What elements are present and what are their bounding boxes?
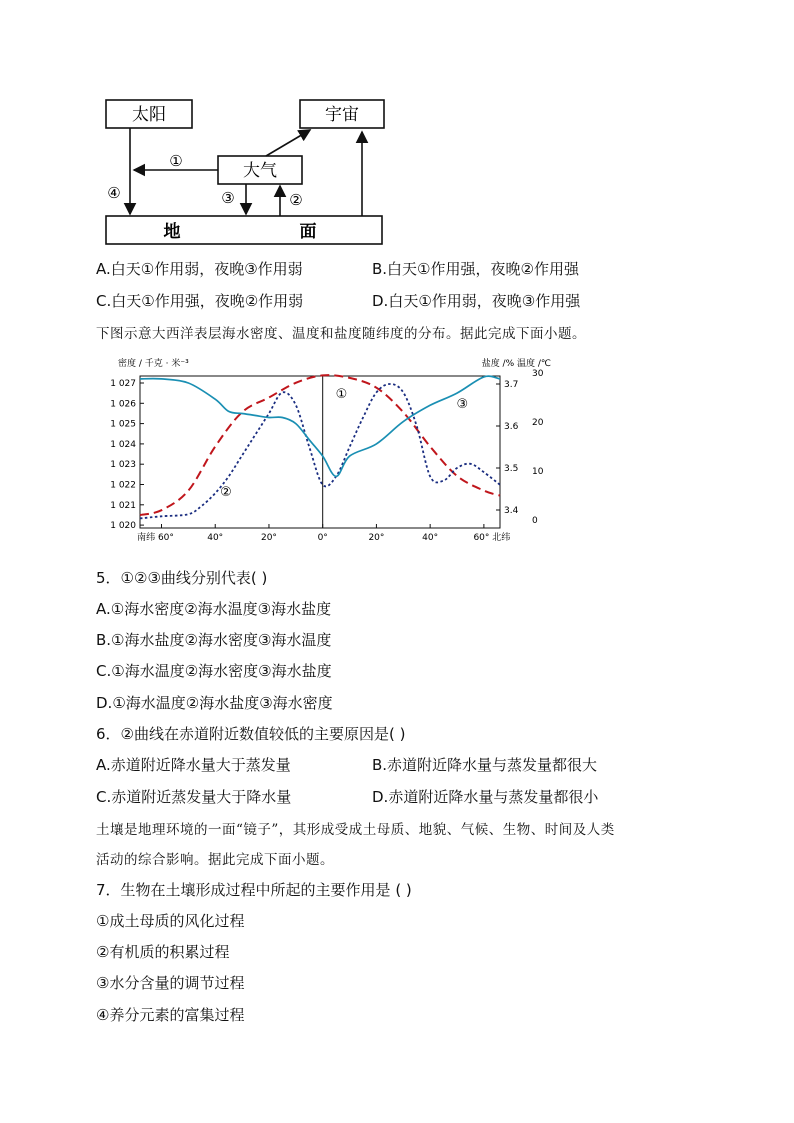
density-tick-label: 1 024 — [110, 439, 136, 450]
q6-stem: 6．②曲线在赤道附近数值较低的主要原因是( ) — [96, 725, 406, 743]
curve-1 — [140, 375, 500, 515]
density-tick-label: 1 020 — [110, 521, 136, 532]
lat-tick-label: 40° — [207, 533, 224, 543]
curve-2 — [140, 384, 500, 518]
density-tick-label: 1 027 — [110, 379, 136, 389]
density-tick-label: 1 021 — [110, 500, 136, 511]
salinity-tick-label: 3.7 — [504, 380, 519, 390]
arrow-atm-universe — [266, 130, 310, 156]
label-4: ④ — [107, 184, 121, 202]
density-tick-label: 1 023 — [110, 460, 136, 471]
q7-stem: 7．生物在土壤形成过程中所起的主要作用是 ( ) — [96, 881, 412, 899]
curve-label-2: ② — [220, 485, 232, 500]
label-2: ② — [289, 191, 303, 209]
ground-box — [106, 216, 382, 244]
curve-3 — [140, 376, 500, 476]
curve-label-3: ③ — [456, 397, 469, 412]
q5-option-d: D.①海水温度②海水盐度③海水密度 — [96, 694, 333, 712]
atlantic-surface-chart — [96, 352, 556, 552]
lat-tick-label: 20° — [260, 533, 277, 543]
left-axis-label: 密度 / 千克 · 米⁻³ — [118, 359, 189, 369]
q5-stem: 5．①②③曲线分别代表( ) — [96, 569, 268, 587]
ground-label-left: 地 — [163, 222, 181, 242]
q6-option-a: A.赤道附近降水量大于蒸发量 — [96, 756, 291, 774]
q6-option-b: B.赤道附近降水量与蒸发量都很大 — [372, 756, 598, 774]
density-tick-label: 1 025 — [110, 419, 136, 430]
lat-tick-label: 0° — [317, 533, 328, 543]
salinity-tick-label: 3.5 — [504, 464, 519, 474]
q4-option-c: C.白天①作用强，夜晚②作用弱 — [96, 292, 304, 310]
q5-option-b: B.①海水盐度②海水密度③海水温度 — [96, 631, 332, 649]
q6-option-c: C.赤道附近蒸发量大于降水量 — [96, 788, 292, 806]
q7-item-2: ②有机质的积累过程 — [96, 943, 230, 961]
q5-option-a: A.①海水密度②海水温度③海水盐度 — [96, 600, 332, 618]
atmosphere-label: 大气 — [243, 161, 277, 181]
intro-soil-line2: 活动的综合影响。据此完成下面小题。 — [96, 852, 334, 868]
atmosphere-energy-diagram — [96, 92, 396, 252]
q5-option-c: C.①海水温度②海水密度③海水盐度 — [96, 662, 332, 680]
density-tick-label: 1 026 — [110, 399, 136, 410]
universe-label: 宇宙 — [325, 105, 359, 125]
q7-item-4: ④养分元素的富集过程 — [96, 1006, 245, 1024]
temperature-tick-label: 20 — [532, 418, 544, 428]
q4-option-b: B.白天①作用强，夜晚②作用强 — [372, 260, 579, 278]
lat-tick-label: 40° — [422, 533, 439, 543]
ground-label-right: 面 — [299, 222, 317, 242]
temperature-tick-label: 30 — [532, 369, 544, 379]
label-3: ③ — [221, 189, 235, 207]
lat-tick-label: 20° — [368, 533, 385, 543]
q4-option-d: D.白天①作用弱，夜晚③作用强 — [372, 292, 581, 310]
lat-tick-label: 60° 北纬 — [473, 533, 511, 543]
lat-tick-label: 南纬 60° — [137, 533, 174, 543]
intro-soil-line1: 土壤是地理环境的一面“镜子”，其形成受成土母质、地貌、气候、生物、时间及人类 — [96, 822, 615, 838]
q7-item-1: ①成土母质的风化过程 — [96, 912, 245, 930]
q7-item-3: ③水分含量的调节过程 — [96, 974, 245, 992]
salinity-tick-label: 3.4 — [504, 506, 519, 516]
sun-label: 太阳 — [132, 105, 166, 125]
curve-label-1: ① — [335, 387, 348, 402]
temperature-tick-label: 0 — [532, 516, 538, 526]
density-tick-label: 1 022 — [110, 480, 136, 491]
salinity-tick-label: 3.6 — [504, 422, 519, 432]
right-axis-label: 盐度 /% 温度 /℃ — [481, 359, 551, 369]
temperature-tick-label: 10 — [532, 467, 544, 477]
q6-option-d: D.赤道附近降水量与蒸发量都很小 — [372, 788, 599, 806]
q4-option-a: A.白天①作用弱，夜晚③作用弱 — [96, 260, 303, 278]
intro-chart: 下图示意大西洋表层海水密度、温度和盐度随纬度的分布。据此完成下面小题。 — [96, 326, 586, 342]
label-1: ① — [169, 152, 183, 170]
